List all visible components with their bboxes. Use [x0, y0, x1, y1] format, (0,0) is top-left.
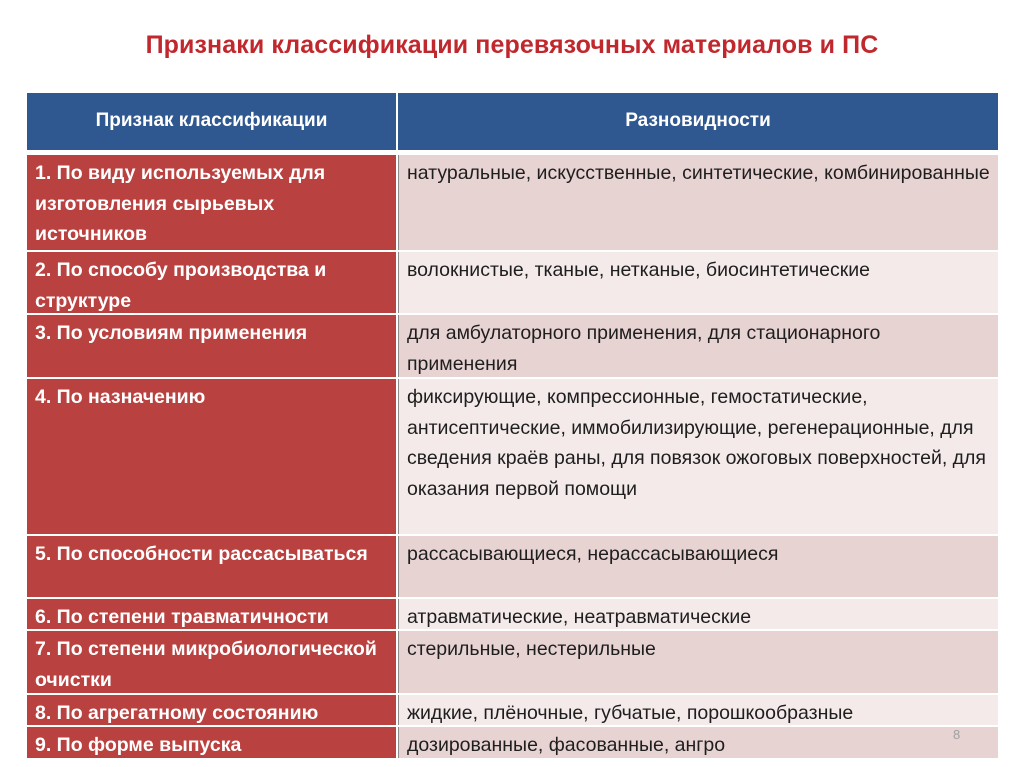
varieties-cell: атравматические, неатравматические — [398, 599, 998, 629]
criterion-cell: 5. По способности рассасываться — [27, 536, 398, 597]
criterion-cell: 6. По степени травматичности — [27, 599, 398, 629]
criterion-cell: 7. По степени микробиологической очистки — [27, 631, 398, 693]
page-number: 8 — [953, 727, 961, 742]
varieties-cell: натуральные, искусственные, синтетические, комбинированные — [398, 155, 998, 250]
header-varieties: Разновидности — [398, 93, 998, 153]
varieties-cell: стерильные, нестерильные — [398, 631, 998, 693]
varieties-cell: дозированные, фасованные, ангро — [398, 727, 998, 758]
criterion-cell: 8. По агрегатному состоянию — [27, 695, 398, 725]
criterion-cell: 1. По виду используемых для изготовления сырьевых источников — [27, 155, 398, 250]
criterion-cell: 3. По условиям применения — [27, 315, 398, 377]
criterion-cell: 4. По назначению — [27, 379, 398, 534]
varieties-cell: для амбулаторного применения, для стационарного применения — [398, 315, 998, 377]
varieties-cell: волокнистые, тканые, нетканые, биосинтетические — [398, 252, 998, 313]
varieties-cell: фиксирующие, компрессионные, гемостатические, антисептические, иммобилизирующие, регенерационные, для сведения краёв раны, для повязок ожоговых поверхностей, для оказания первой помощи — [398, 379, 998, 534]
criterion-cell: 2. По способу производства и структуре — [27, 252, 398, 313]
classification-table — [27, 93, 998, 758]
slide-title: Признаки классификации перевязочных материалов и ПС — [145, 31, 879, 59]
varieties-cell: рассасывающиеся, нерассасывающиеся — [398, 536, 998, 597]
varieties-cell: жидкие, плёночные, губчатые, порошкообразные — [398, 695, 998, 725]
criterion-cell: 9. По форме выпуска — [27, 727, 398, 758]
header-criterion: Признак классификации — [27, 93, 398, 153]
